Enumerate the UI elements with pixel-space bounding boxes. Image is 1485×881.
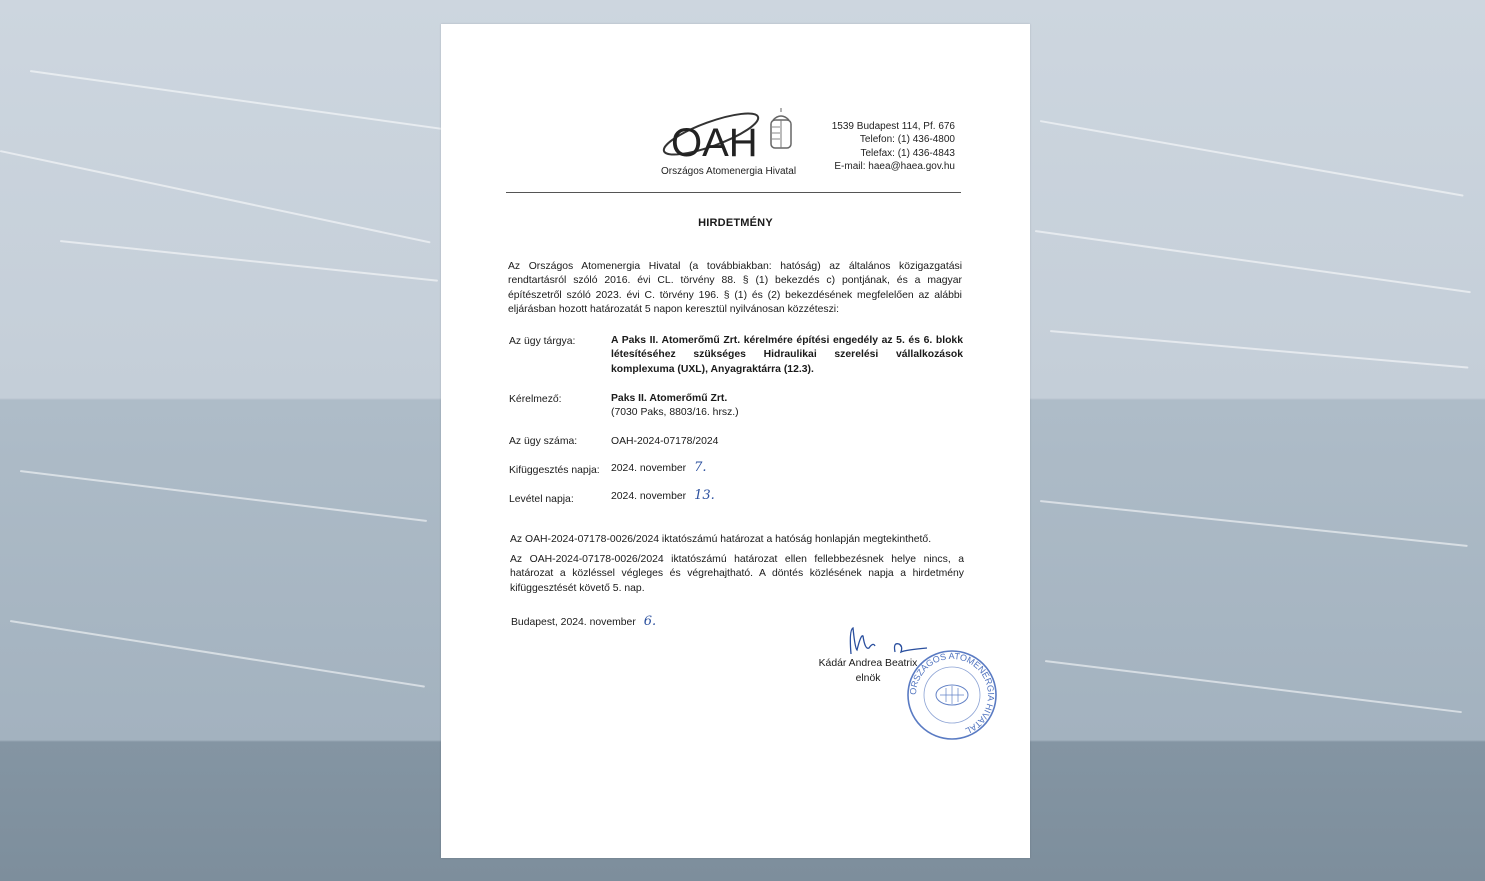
svg-text:ORSZÁGOS ATOMENERGIA HIVATAL: ORSZÁGOS ATOMENERGIA HIVATAL — [907, 650, 997, 737]
removal-date-label: Levétel napja: — [509, 494, 574, 505]
applicant-label: Kérelmező: — [509, 394, 562, 405]
removal-date-handwritten: 13. — [694, 488, 715, 503]
decision-availability-paragraph: Az OAH-2024-07178-0026/2024 iktatószámú határozat a hatóság honlapján megtekinthető. — [510, 534, 932, 545]
stamp-coat-of-arms-icon — [936, 685, 968, 705]
header-divider — [506, 192, 961, 193]
signer-title: elnök — [855, 673, 881, 684]
svg-text:OAH: OAH — [671, 121, 758, 165]
document-title: HIRDETMÉNY — [698, 217, 773, 229]
background-streak — [1045, 660, 1462, 713]
background-streak — [1050, 330, 1469, 369]
contact-phone: Telefon: (1) 436-4800 — [859, 134, 955, 146]
organization-name: Országos Atomenergia Hivatal — [661, 166, 797, 177]
background-streak — [1035, 230, 1471, 293]
case-number-value: OAH-2024-07178/2024 — [611, 436, 719, 447]
background-streak — [1040, 120, 1464, 197]
place-date-text: Budapest, 2024. november — [511, 617, 636, 628]
contact-email: E-mail: haea@haea.gov.hu — [834, 161, 955, 173]
intro-paragraph: Az Országos Atomenergia Hivatal (a továbbiakban: hatóság) az általános közigazgatási rendtartásról szóló 2016. évi CL. törvény 88. § (1) bekezdés c) pontjának, és a magyar építészetről szóló 2023. évi C. törvény 196. § (1) és (2) bekezdésének megfelelően az alábbi eljárásban hozott határozatát 5 napon keresztül nyilvánosan közzéteszi: — [508, 261, 962, 316]
background-streak — [10, 620, 425, 688]
official-stamp-icon — [905, 648, 999, 742]
place-date-handwritten: 6. — [643, 614, 657, 629]
applicant-block — [611, 392, 739, 421]
applicant-address: (7030 Paks, 8803/16. hrsz.) — [611, 407, 739, 419]
background-streak — [60, 240, 438, 282]
decision-finality-paragraph: Az OAH-2024-07178-0026/2024 iktatószámú határozat ellen fellebbezésnek helye nincs, a határozat a közléssel végleges és végrehajtható. A döntés közlésének napja a hirdetmény kifüggesztését követő 5. nap. — [510, 554, 964, 594]
contact-address: 1539 Budapest 114, Pf. 676 — [831, 121, 955, 132]
applicant-name: Paks II. Atomerőmű Zrt. — [611, 393, 728, 404]
background-streak — [1040, 500, 1468, 547]
hungarian-coat-of-arms-icon — [771, 108, 791, 148]
removal-date-value: 2024. november — [611, 491, 687, 502]
place-and-date — [511, 614, 656, 629]
signer-name: Kádár Andrea Beatrix — [818, 658, 918, 669]
background-streak — [30, 70, 446, 130]
background-streak — [20, 470, 427, 522]
posting-date-row — [611, 461, 707, 476]
document-page — [441, 24, 1030, 858]
contact-fax: Telefax: (1) 436-4843 — [860, 147, 955, 159]
contact-info — [832, 120, 955, 174]
background-streak — [0, 150, 431, 243]
posting-date-handwritten: 7. — [694, 460, 707, 475]
subject-label: Az ügy tárgya: — [509, 336, 576, 347]
removal-date-row — [611, 489, 715, 504]
posting-date-label: Kifüggesztés napja: — [509, 465, 600, 476]
posting-date-value: 2024. november — [611, 463, 687, 474]
case-number-label: Az ügy száma: — [509, 436, 578, 447]
subject-value: A Paks II. Atomerőmű Zrt. kérelmére építési engedély az 5. és 6. blokk létesítéséhez szükséges Hidraulikai szerelési vállalkozások komplexuma (UXL), Anyagraktárra (12.3). — [611, 335, 963, 375]
